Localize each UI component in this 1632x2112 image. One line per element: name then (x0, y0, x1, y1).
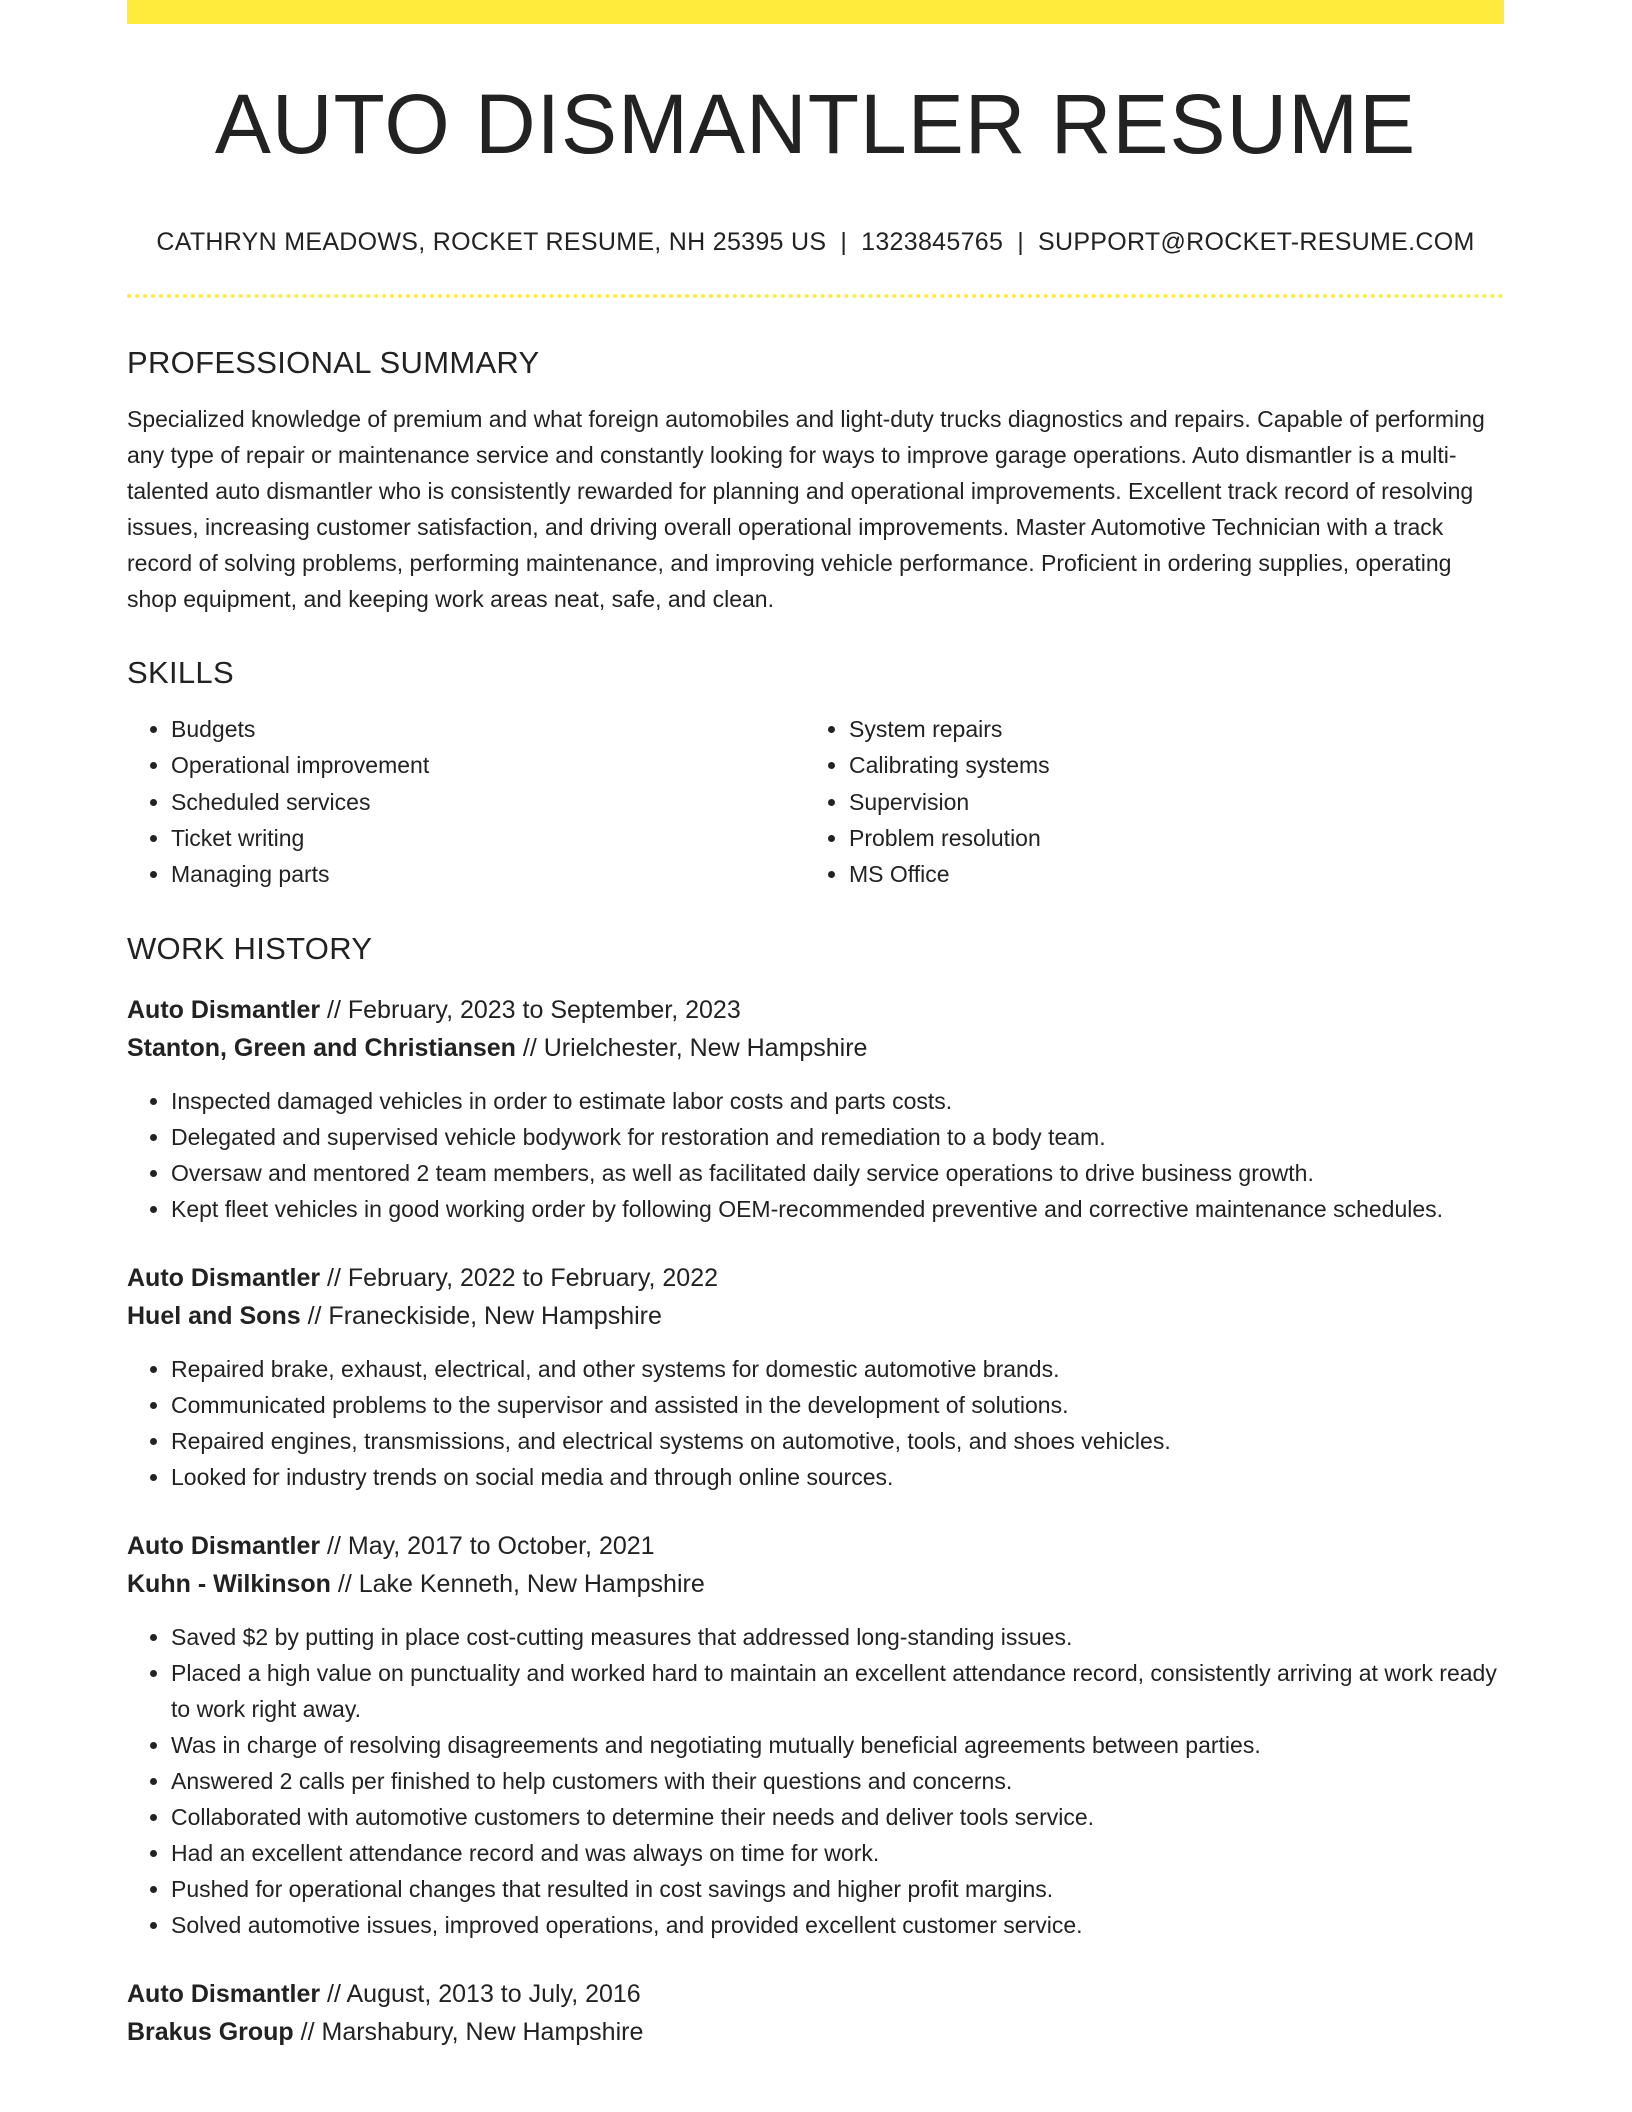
contact-separator: | (840, 228, 848, 256)
job-title: Auto Dismantler (127, 1532, 321, 1561)
job-dates: // February, 2023 to September, 2023 (327, 996, 741, 1025)
job-entry (127, 1259, 1504, 1495)
job-company: Kuhn - Wilkinson (127, 1570, 331, 1599)
skill-item: • System repairs (849, 711, 1483, 747)
job-entry (127, 1975, 1504, 2051)
job-title-line (127, 1975, 1504, 2013)
duty-item: • Oversaw and mentored 2 team members, as well as facilitated daily service operations to drive business growth. (171, 1155, 1504, 1191)
duty-item: • Pushed for operational changes that resulted in cost savings and higher profit margins. (171, 1871, 1504, 1907)
contact-phone: 1323845765 (861, 228, 1004, 256)
job-title: Auto Dismantler (127, 996, 321, 1025)
job-dates: // May, 2017 to October, 2021 (327, 1532, 655, 1561)
skill-item: • Scheduled services (171, 784, 805, 820)
job-company: Huel and Sons (127, 1302, 301, 1331)
job-company-line (127, 1297, 1504, 1335)
job-title: Auto Dismantler (127, 1980, 321, 2009)
job-company: Stanton, Green and Christiansen (127, 1034, 516, 1063)
job-location: // Franeckiside, New Hampshire (307, 1302, 662, 1331)
duty-item: • Collaborated with automotive customers to determine their needs and deliver tools service. (171, 1799, 1504, 1835)
dotted-divider (127, 294, 1504, 298)
duty-item: • Communicated problems to the supervisor and assisted in the development of solutions. (171, 1387, 1504, 1423)
job-company-line (127, 1565, 1504, 1603)
resume-page (127, 0, 1504, 2051)
skill-item: • Problem resolution (849, 820, 1483, 856)
duty-item: • Repaired brake, exhaust, electrical, and other systems for domestic automotive brands. (171, 1351, 1504, 1387)
job-entry (127, 1527, 1504, 1943)
duty-item: • Delegated and supervised vehicle bodywork for restoration and remediation to a body team. (171, 1119, 1504, 1155)
job-duties (127, 1083, 1504, 1227)
job-dates: // February, 2022 to February, 2022 (327, 1264, 719, 1293)
job-location: // Lake Kenneth, New Hampshire (337, 1570, 705, 1599)
contact-email: SUPPORT@ROCKET-RESUME.COM (1037, 228, 1475, 256)
duty-item: • Saved $2 by putting in place cost-cutting measures that addressed long-standing issues. (171, 1619, 1504, 1655)
resume-title: AUTO DISMANTLER RESUME (214, 77, 1417, 171)
job-company-line (127, 1029, 1504, 1067)
contact-separator: | (1017, 228, 1024, 256)
skill-item: • Calibrating systems (849, 747, 1483, 783)
job-title: Auto Dismantler (127, 1264, 321, 1293)
summary-text: Specialized knowledge of premium and what foreign automobiles and light-duty trucks diagnostics and repairs. Capable of performing any type of repair or maintenance service and constantly looking for ways to improve garage operations. Auto dismantler is a multi-talented auto dismantler who is consistently rewarded for planning and operational improvements. Excellent track record of resolving issues, increasing customer satisfaction, and driving overall operational improvements. Master Automotive Technician with a track record of solving problems, performing maintenance, and improving vehicle performance. Proficient in ordering supplies, operating shop equipment, and keeping work areas neat, safe, and clean. (127, 406, 1485, 612)
job-title-line (127, 1259, 1504, 1297)
work-history-heading: WORK HISTORY (127, 931, 373, 967)
duty-item: • Was in charge of resolving disagreements and negotiating mutually beneficial agreements between parties. (171, 1727, 1504, 1763)
skills-column-right (805, 711, 1483, 892)
skills-heading: SKILLS (127, 655, 234, 690)
job-company: Brakus Group (127, 2018, 294, 2047)
job-entry (127, 991, 1504, 1227)
job-dates: // August, 2013 to July, 2016 (327, 1980, 641, 2009)
duty-item: • Answered 2 calls per finished to help customers with their questions and concerns. (171, 1763, 1504, 1799)
skill-item: • Managing parts (171, 856, 805, 892)
duty-item: • Solved automotive issues, improved operations, and provided excellent customer service. (171, 1907, 1504, 1943)
job-duties (127, 1351, 1504, 1495)
job-location: // Urielchester, New Hampshire (522, 1034, 868, 1063)
duty-item: • Placed a high value on punctuality and worked hard to maintain an excellent attendance record, consistently arriving at work ready to work right away. (171, 1655, 1504, 1727)
skill-item: • Budgets (171, 711, 805, 747)
job-location: // Marshabury, New Hampshire (300, 2018, 644, 2047)
duty-item: • Had an excellent attendance record and was always on time for work. (171, 1835, 1504, 1871)
skill-item: • Supervision (849, 784, 1483, 820)
duty-item: • Repaired engines, transmissions, and electrical systems on automotive, tools, and shoes vehicles. (171, 1423, 1504, 1459)
top-accent-bar (127, 0, 1504, 24)
skills-list (127, 711, 1504, 892)
duty-item: • Kept fleet vehicles in good working order by following OEM-recommended preventive and corrective maintenance schedules. (171, 1191, 1504, 1227)
duty-item: • Looked for industry trends on social media and through online sources. (171, 1459, 1504, 1495)
duty-item: • Inspected damaged vehicles in order to estimate labor costs and parts costs. (171, 1083, 1504, 1119)
contact-line (127, 230, 1504, 255)
summary-heading: PROFESSIONAL SUMMARY (127, 345, 540, 380)
job-duties (127, 1619, 1504, 1943)
job-title-line (127, 1527, 1504, 1565)
contact-name-address: CATHRYN MEADOWS, ROCKET RESUME, NH 25395 US (156, 228, 827, 256)
skill-item: • MS Office (849, 856, 1483, 892)
skills-column-left (127, 711, 805, 892)
skill-item: • Ticket writing (171, 820, 805, 856)
job-company-line (127, 2013, 1504, 2051)
skill-item: • Operational improvement (171, 747, 805, 783)
job-title-line (127, 991, 1504, 1029)
